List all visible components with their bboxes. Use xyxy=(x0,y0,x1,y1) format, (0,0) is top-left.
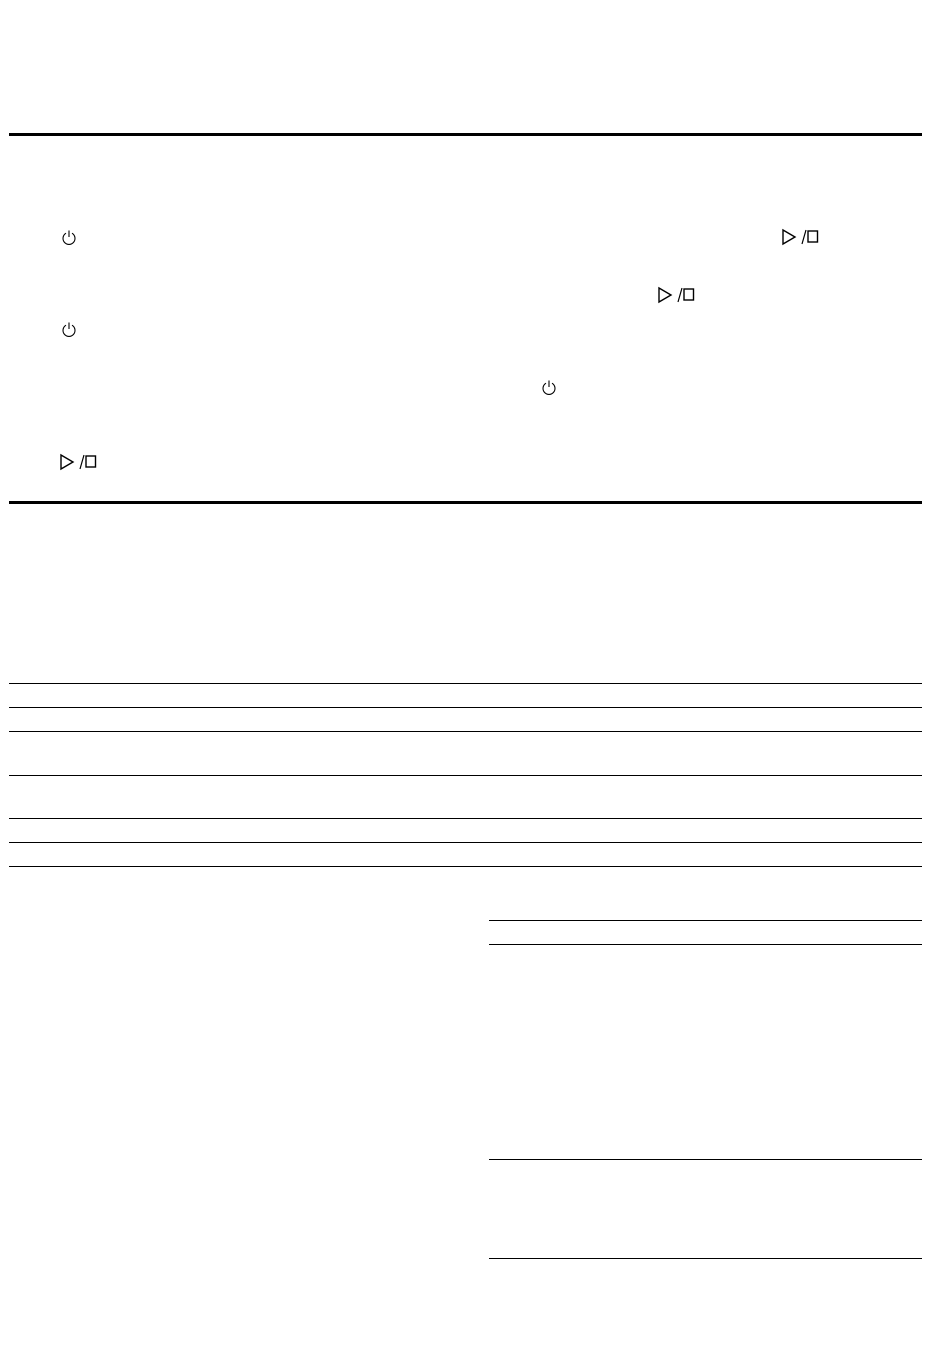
table-rule xyxy=(9,842,922,843)
start-stop-icon xyxy=(59,453,97,471)
table-rule xyxy=(489,1159,922,1160)
power-icon xyxy=(61,229,77,246)
power-icon xyxy=(61,321,77,338)
section-divider xyxy=(9,501,922,504)
top-section-divider xyxy=(9,133,922,136)
table-rule xyxy=(9,818,922,819)
table-rule xyxy=(489,1258,922,1259)
table-rule xyxy=(9,683,922,684)
table-rule xyxy=(9,707,922,708)
table-rule xyxy=(489,920,922,921)
table-rule xyxy=(9,731,922,732)
table-rule xyxy=(9,866,922,867)
table-rule xyxy=(489,944,922,945)
table-rule xyxy=(9,775,922,776)
power-icon xyxy=(541,379,557,396)
start-stop-icon xyxy=(781,228,819,246)
start-stop-icon xyxy=(657,286,695,304)
